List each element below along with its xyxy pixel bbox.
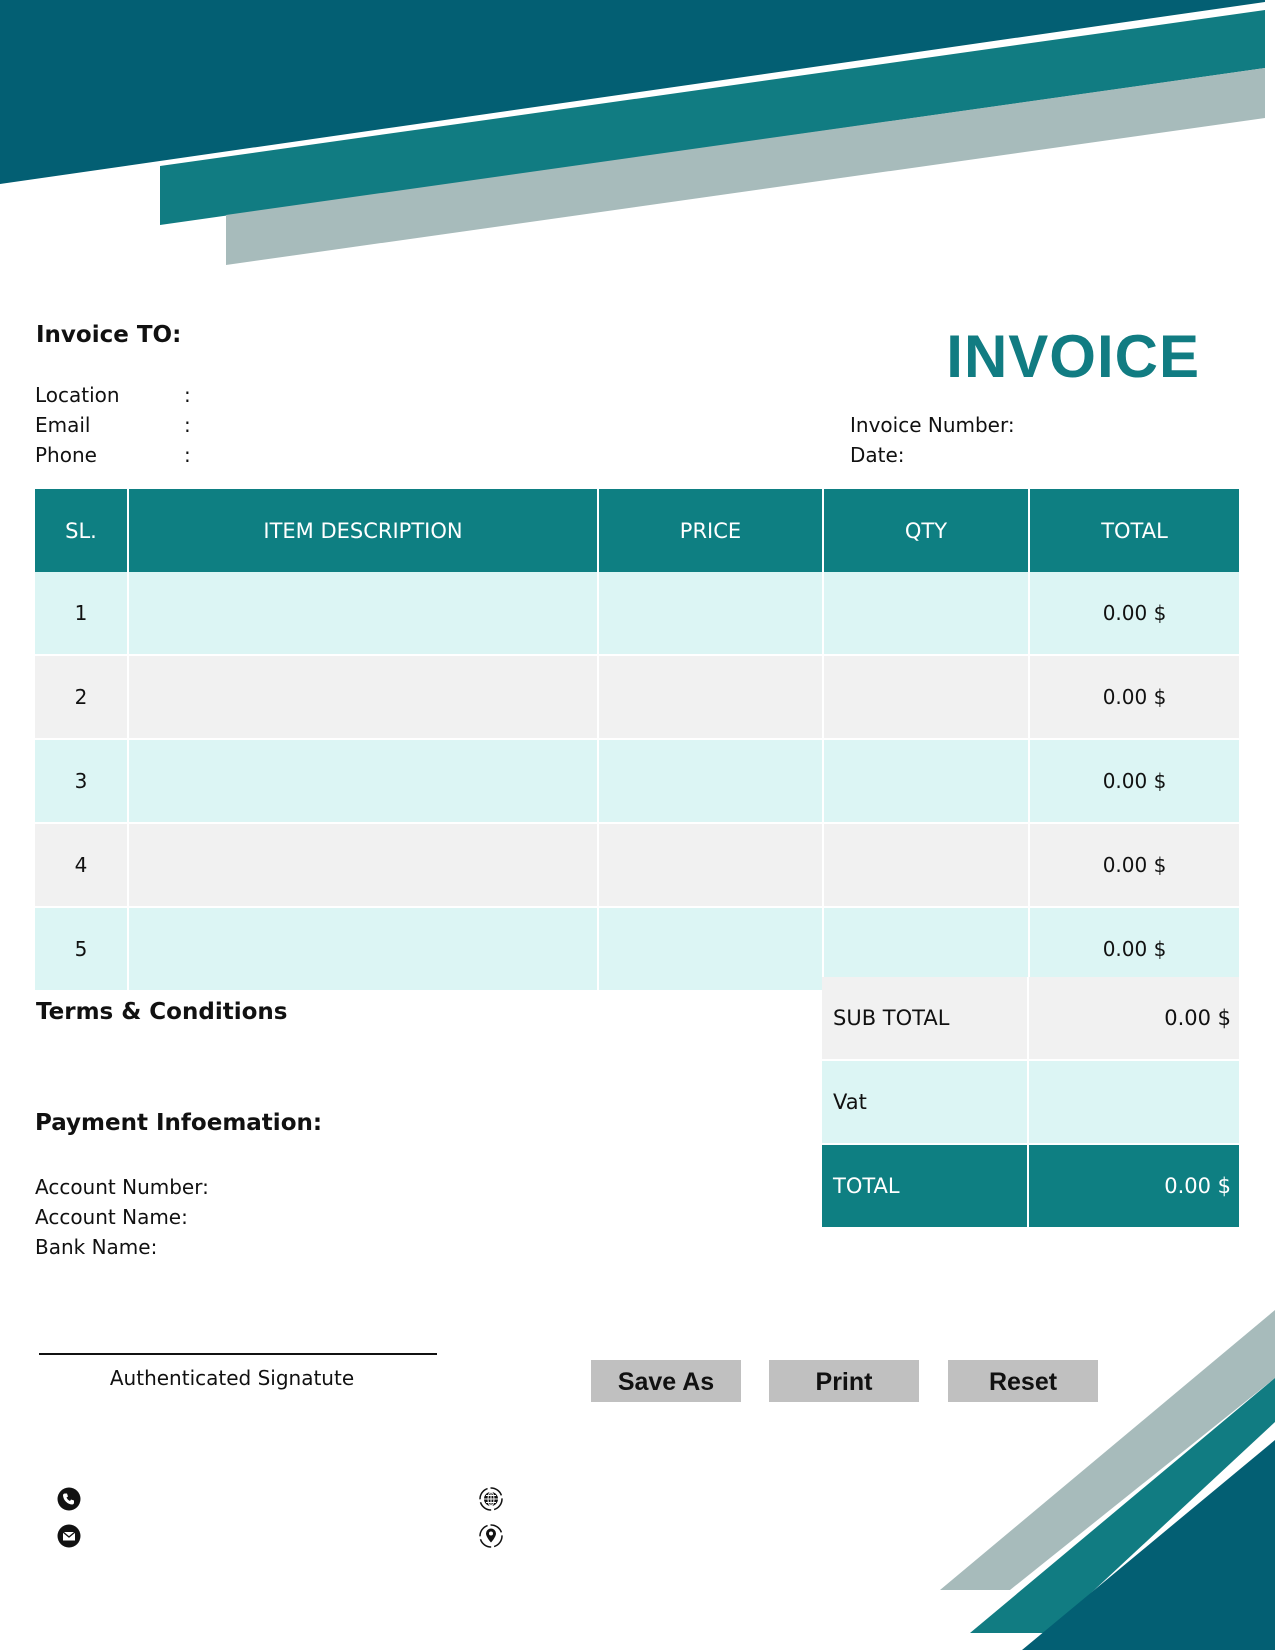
page-title: INVOICE [946,323,1200,390]
vat-row [822,1060,1240,1144]
row-price-field[interactable] [598,655,823,739]
reset-button[interactable]: Reset [948,1360,1098,1402]
vat-field[interactable] [1028,1060,1240,1144]
row-description-field[interactable] [128,572,598,655]
sub-total-label: SUB TOTAL [822,977,1028,1060]
grand-total-row [822,1144,1240,1228]
items-table [35,489,1241,992]
sub-total-row [822,977,1240,1060]
save-as-button[interactable]: Save As [591,1360,741,1402]
row-sl: 4 [35,823,128,907]
row-description-field[interactable] [128,907,598,991]
signature-line [39,1353,437,1355]
row-total: 0.00 $ [1029,907,1240,991]
payment-heading: Payment Infoemation: [35,1110,323,1136]
account-name-label: Account Name: [35,1205,188,1229]
invoice-number-label: Invoice Number: [850,413,1015,437]
signature-label: Authenticated Signatute [109,1366,355,1390]
table-row [35,823,1240,907]
totals-table [822,977,1241,1229]
header-item-description: ITEM DESCRIPTION [128,489,598,572]
table-row [35,739,1240,823]
row-sl: 3 [35,739,128,823]
row-qty-field[interactable] [823,739,1029,823]
location-label: Location [35,383,120,407]
email-label: Email [35,413,91,437]
vat-label: Vat [822,1060,1028,1144]
header-sl: SL. [35,489,128,572]
row-qty-field[interactable] [823,572,1029,655]
row-sl: 5 [35,907,128,991]
row-qty-field[interactable] [823,823,1029,907]
email-icon [57,1524,81,1548]
row-price-field[interactable] [598,572,823,655]
row-description-field[interactable] [128,655,598,739]
phone-separator: : [184,443,191,467]
header-price: PRICE [598,489,823,572]
row-total: 0.00 $ [1029,739,1240,823]
row-sl: 2 [35,655,128,739]
table-row [35,655,1240,739]
row-description-field[interactable] [128,739,598,823]
table-row [35,572,1240,655]
phone-icon [57,1487,81,1511]
terms-heading: Terms & Conditions [36,999,288,1025]
row-qty-field[interactable] [823,655,1029,739]
email-separator: : [184,413,191,437]
row-description-field[interactable] [128,823,598,907]
row-total: 0.00 $ [1029,572,1240,655]
invoice-to-heading: Invoice TO: [36,322,182,348]
row-total: 0.00 $ [1029,823,1240,907]
grand-total-value: 0.00 $ [1028,1144,1240,1228]
row-price-field[interactable] [598,907,823,991]
table-header-row [35,489,1240,572]
bank-name-label: Bank Name: [35,1235,158,1259]
grand-total-label: TOTAL [822,1144,1028,1228]
account-number-label: Account Number: [35,1175,209,1199]
row-sl: 1 [35,572,128,655]
location-separator: : [184,383,191,407]
location-icon [479,1524,503,1548]
header-qty: QTY [823,489,1029,572]
print-button[interactable]: Print [769,1360,919,1402]
row-price-field[interactable] [598,739,823,823]
phone-label: Phone [35,443,97,467]
row-total: 0.00 $ [1029,655,1240,739]
globe-icon [479,1487,503,1511]
header-total: TOTAL [1029,489,1240,572]
sub-total-value: 0.00 $ [1028,977,1240,1060]
date-label: Date: [850,443,905,467]
row-price-field[interactable] [598,823,823,907]
